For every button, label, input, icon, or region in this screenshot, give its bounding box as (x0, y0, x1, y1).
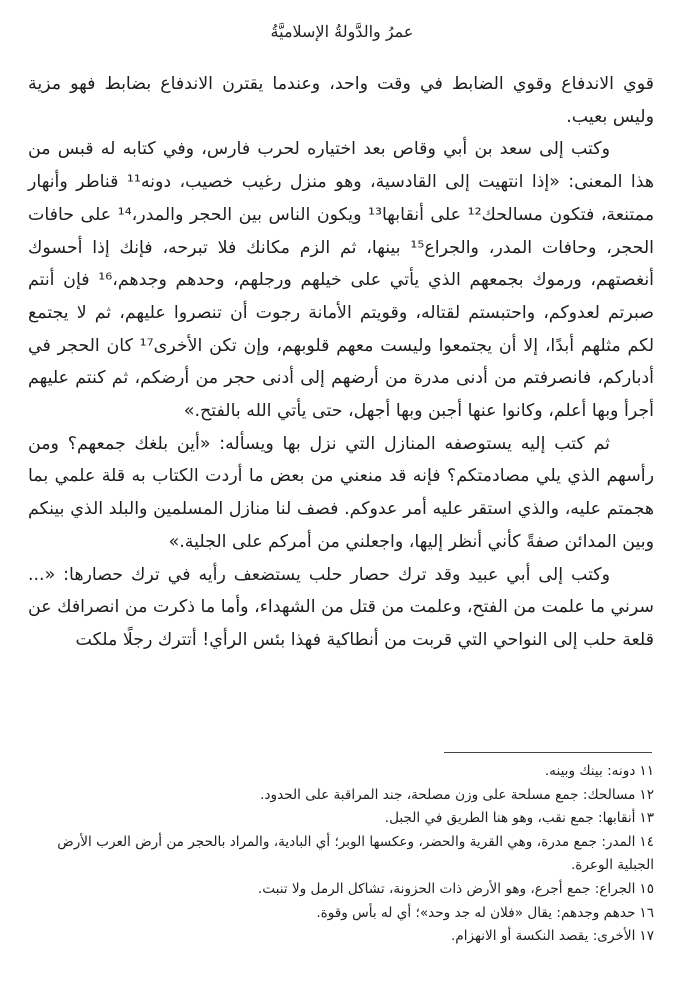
footnote-number: ١٢ (639, 786, 654, 803)
footnote-number: ١٤ (639, 833, 654, 850)
footnote-text: دونه: بينك وبينه. (544, 763, 636, 779)
footnote-text: أنقابها: جمع نقب، وهو هنا الطريق في الجبل. (384, 810, 636, 827)
paragraph: وكتب إلى أبي عبيد وقد ترك حصار حلب يستضعف رأيه في ترك حصارها: «... سرني ما علمت من الفتح، وعلمت من قتل من الشهداء، وأما ما ذكرت من انصرافك عن قلعة حلب إلى النواحي التي قربت من أنطاكية فهذا بئس الرأي! أتترك رجلًا ملكت (28, 564, 654, 650)
footnote-number: ١١ (639, 763, 654, 779)
footnote (28, 760, 654, 784)
footnote (28, 878, 654, 902)
footnote-text: الجراع: جمع أجرع، وهو الأرض ذات الحزونة، تشاكل الرمل ولا تنبت. (257, 880, 636, 897)
footnote-divider (444, 752, 652, 753)
footnote-number: ١٧ (639, 928, 654, 945)
footnote-text: مسالحك: جمع مسلحة على وزن مصلحة، جند المراقبة على الحدود. (260, 786, 636, 803)
footnote (28, 902, 654, 926)
footnote (28, 807, 654, 831)
footnote (28, 925, 654, 949)
footnote-number: ١٦ (639, 904, 654, 921)
paragraph: ثم كتب إليه يستوصفه المنازل التي نزل بها ويسأله: «أين بلغك جمعهم؟ ومن رأسهم الذي يلي مصادمتكم؟ فإنه قد منعني من بعض ما أردت الكتاب به قلة علمي بما هجمتم عليه، والذي استقر عليه أمر عدوكم. فصف لنا منازل المسلمين والبلد الذي بينكم وبين المدائن صفةً كأني أنظر إليها، واجعلني من أمركم على الجلية.» (28, 433, 654, 552)
footnotes (28, 760, 654, 949)
footnote-text: الأخرى: يقصد النكسة أو الانهزام. (450, 928, 636, 945)
footnote-number: ١٥ (639, 880, 654, 897)
running-header: عمرُ والدَّولةُ الإسلاميَّةُ (270, 22, 414, 41)
paragraph: وكتب إلى سعد بن أبي وقاص بعد اختياره لحرب فارس، وفي كتابه له قبس من هذا المعنى: «إذا انتهيت إلى القادسية، وهو منزل رغيب خصيب، دونه¹¹ قناطر وأنهار ممتنعة، فتكون مسالحك¹² على أنقابها¹³ ويكون الناس بين الحجر والمدر،¹⁴ على حافات الحجر، وحافات المدر، والجراع¹⁵ بينها، ثم الزم مكانك فلا تبرحه، فإنك إذا أحسوك أنغصتهم، ورموك بجمعهم الذي يأتي على خيلهم ورجلهم، وحدهم وجدهم،¹⁶ فإن أنتم صبرتم لعدوكم، واحتبستم لقتاله، وقويتم الأمانة رجوت أن تنصروا عليهم، ثم لا يجتمع لكم مثلهم أبدًا، إلا أن يجتمعوا وليست معهم قلوبهم، وإن تكن الأخرى¹⁷ كان الحجر في أدباركم، فانصرفتم من أدنى مدرة من أرضهم إلى أدنى حجر من أرضكم، ثم كنتم عليهم أجرأ وبها أعلم، وكانوا عنها أجبن وبها أجهل، حتى يأتي الله بالفتح.» (28, 139, 655, 422)
footnote (28, 784, 654, 808)
paragraph: قوي الاندفاع وقوي الضابط في وقت واحد، وعندما يقترن الاندفاع بضابط فهو مزية وليس بعيب. (28, 74, 654, 127)
footnote-text: المدر: جمع مدرة، وهي القرية والحضر، وعكسها الوبر؛ أي البادية، والمراد بالحجر من أرض العرب الأرض الجبلية الوعرة. (57, 833, 654, 874)
footnote (28, 831, 654, 878)
footnote-number: ١٣ (639, 810, 654, 827)
main-text (28, 68, 654, 657)
footnote-text: حدهم وجدهم: يقال «فلان له جد وحد»؛ أي له بأس وقوة. (316, 904, 636, 921)
